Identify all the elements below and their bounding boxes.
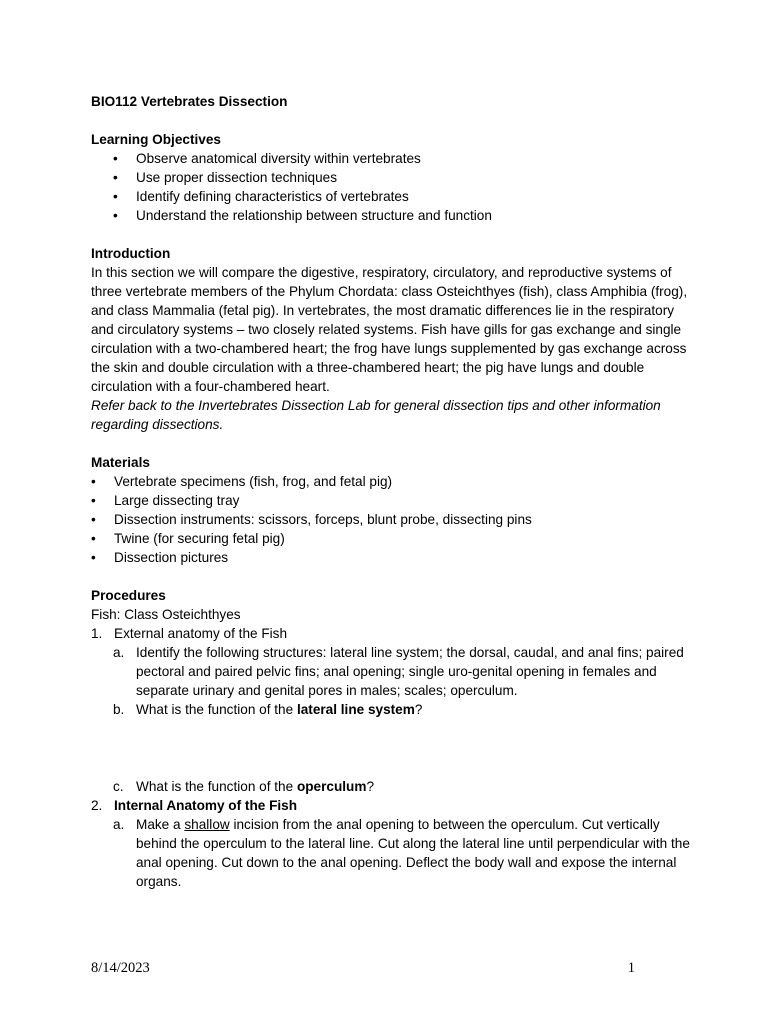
list-item: • Dissection pictures — [91, 548, 691, 567]
step-number: 2. — [91, 798, 103, 813]
materials-list — [91, 472, 691, 567]
procedure-step-2 — [91, 796, 691, 815]
list-item: • Dissection instruments: scissors, forceps, blunt probe, dissecting pins — [91, 510, 691, 529]
list-item: • Twine (for securing fetal pig) — [91, 529, 691, 548]
step-title: Internal Anatomy of the Fish — [114, 798, 298, 813]
item-marker: a. — [113, 817, 125, 832]
step-title: External anatomy of the Fish — [114, 626, 288, 641]
footer-date: 8/14/2023 — [91, 960, 150, 976]
procedures-subheading: Fish: Class Osteichthyes — [91, 607, 241, 622]
materials-heading: Materials — [91, 455, 150, 470]
document-title: BIO112 Vertebrates Dissection — [91, 94, 288, 109]
step-2-item-a — [91, 815, 691, 891]
objectives-heading: Learning Objectives — [91, 132, 221, 147]
introduction-paragraph: In this section we will compare the digestive, respiratory, circulatory, and reproductive systems of three vertebrate members of the Phylum Chordata: class Osteichthyes (fish), class Amphibia (frog), and class Mammalia (fetal pig). In vertebrates, the most dramatic differences lie in the respiratory and circulatory systems – two closely related systems. Fish have gills for gas exchange and single circulation with a two-chambered heart; the frog have lungs supplemented by gas exchange across the skin and double circulation with a three-chambered heart; the pig have lungs and double circulation with a four-chambered heart. — [91, 265, 688, 394]
item-bold-term: operculum — [296, 779, 367, 794]
procedure-step-1 — [91, 624, 691, 643]
list-item: • Vertebrate specimens (fish, frog, and fetal pig) — [91, 472, 691, 491]
item-bold-term: lateral line system — [296, 702, 415, 717]
step-1-item-a — [91, 643, 691, 700]
step-1-item-b — [91, 700, 691, 719]
document-body — [91, 92, 691, 891]
item-marker: c. — [113, 779, 124, 794]
step-1-item-c — [91, 777, 691, 796]
procedures-heading: Procedures — [91, 588, 166, 603]
item-text: Identify the following structures: lateral line system; the dorsal, caudal, and anal fins; paired pectoral and paired pelvic fins; anal opening; single uro-genital opening in females and separate urinary and genital pores in males; scales; operculum. — [136, 645, 684, 698]
page-number: 1 — [627, 960, 635, 976]
item-marker: a. — [113, 645, 125, 660]
introduction-heading: Introduction — [91, 246, 171, 261]
list-item: • Use proper dissection techniques — [91, 168, 691, 187]
introduction-note: Refer back to the Invertebrates Dissection Lab for general dissection tips and other information regarding dissections. — [91, 398, 661, 432]
answer-space — [91, 719, 691, 777]
list-item: • Observe anatomical diversity within vertebrates — [91, 149, 691, 168]
objectives-list — [91, 149, 691, 225]
list-item: • Identify defining characteristics of vertebrates — [91, 187, 691, 206]
item-text: incision from the anal opening to between the operculum. Cut vertically behind the operculum to the lateral line. Cut along the lateral line until perpendicular with the anal opening. Cut down to the anal opening. Deflect the body wall and expose the internal organs. — [136, 817, 690, 889]
item-text: Make a — [136, 817, 185, 832]
step-number: 1. — [91, 626, 103, 641]
list-item: • Understand the relationship between structure and function — [91, 206, 691, 225]
item-text: What is the function of the — [136, 779, 297, 794]
item-text: ? — [366, 779, 375, 794]
item-underlined-term: shallow — [184, 817, 230, 832]
list-item: • Large dissecting tray — [91, 491, 691, 510]
item-text: ? — [414, 702, 423, 717]
item-marker: b. — [113, 702, 125, 717]
item-text: What is the function of the — [136, 702, 297, 717]
